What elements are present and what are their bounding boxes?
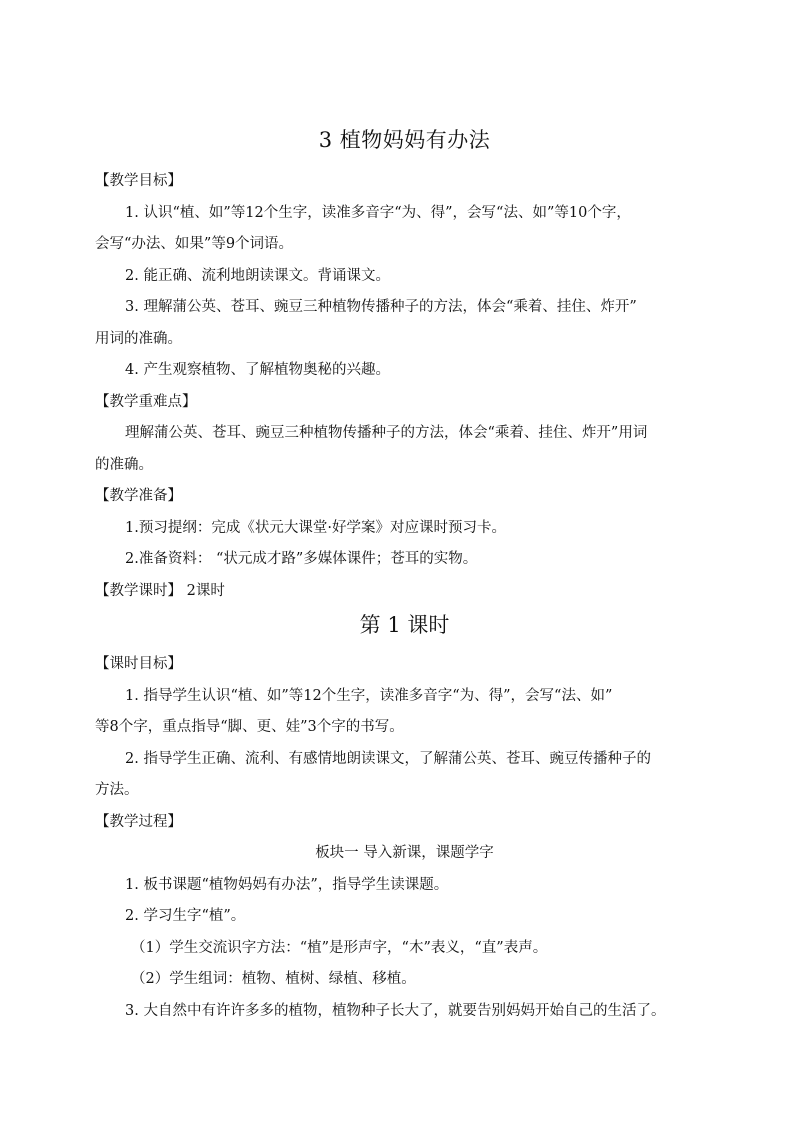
section-header-hours: 【教学课时】 2课时	[95, 582, 225, 599]
goal-2: 2. 能正确、流利地朗读课文。背诵课文。	[125, 267, 390, 284]
lesson-goal-1-line-1: 1. 指导学生认识“植、如”等12个生字，读准多音字“为、得”，会写“法、如”	[125, 687, 613, 704]
lesson-goal-2-line-2: 方法。	[95, 782, 139, 798]
block-title: 板块一 导入新课，课题学字	[315, 845, 494, 861]
preparation-2: 2.准备资料： “状元成才路”多媒体课件；苍耳的实物。	[125, 551, 478, 567]
goal-1-line-1: 1. 认识“植、如”等12个生字，读准多音字“为、得”，会写“法、如”等10个字，	[125, 204, 631, 221]
process-step-1: 1. 板书课题“植物妈妈有办法”，指导学生读课题。	[125, 876, 449, 893]
goal-3-line-1: 3. 理解蒲公英、苍耳、豌豆三种植物传播种子的方法，体会“乘着、挂住、炸开”	[125, 299, 637, 315]
process-step-2-2: （2）学生组词：植物、植树、绿植、移植。	[131, 971, 416, 987]
section-header-process: 【教学过程】	[95, 813, 182, 830]
lesson-goal-1-line-2: 等8个字，重点指导“脚、更、娃”3个字的书写。	[95, 719, 404, 735]
key-points-line-1: 理解蒲公英、苍耳、豌豆三种植物传播种子的方法，体会“乘着、挂住、炸开”用词	[125, 425, 648, 441]
process-step-2-1: （1）学生交流识字方法：“植”是形声字，“木”表义，“直”表声。	[131, 939, 548, 956]
section-header-lesson-goals: 【课时目标】	[95, 656, 182, 672]
process-step-2: 2. 学习生字“植”。	[125, 908, 246, 924]
section-header-key-points: 【教学重难点】	[95, 393, 197, 410]
document-title: 3 植物妈妈有办法	[318, 128, 491, 152]
process-step-3: 3. 大自然中有许许多多的植物，植物种子长大了，就要告别妈妈开始自己的生活了。	[125, 1002, 666, 1019]
goal-3-line-2: 用词的准确。	[95, 330, 182, 347]
lesson-goal-2-line-1: 2. 指导学生正确、流利、有感情地朗读课文，了解蒲公英、苍耳、豌豆传播种子的	[125, 750, 651, 767]
goal-4: 4. 产生观察植物、了解植物奥秘的兴趣。	[125, 362, 390, 378]
section-header-preparation: 【教学准备】	[95, 488, 182, 504]
preparation-1: 1.预习提纲：完成《状元大课堂·好学案》对应课时预习卡。	[125, 519, 506, 536]
lesson-title: 第 1 课时	[359, 613, 450, 637]
section-header-goals: 【教学目标】	[95, 173, 182, 189]
key-points-line-2: 的准确。	[95, 456, 153, 473]
goal-1-line-2: 会写“办法、如果”等9个词语。	[95, 236, 294, 252]
